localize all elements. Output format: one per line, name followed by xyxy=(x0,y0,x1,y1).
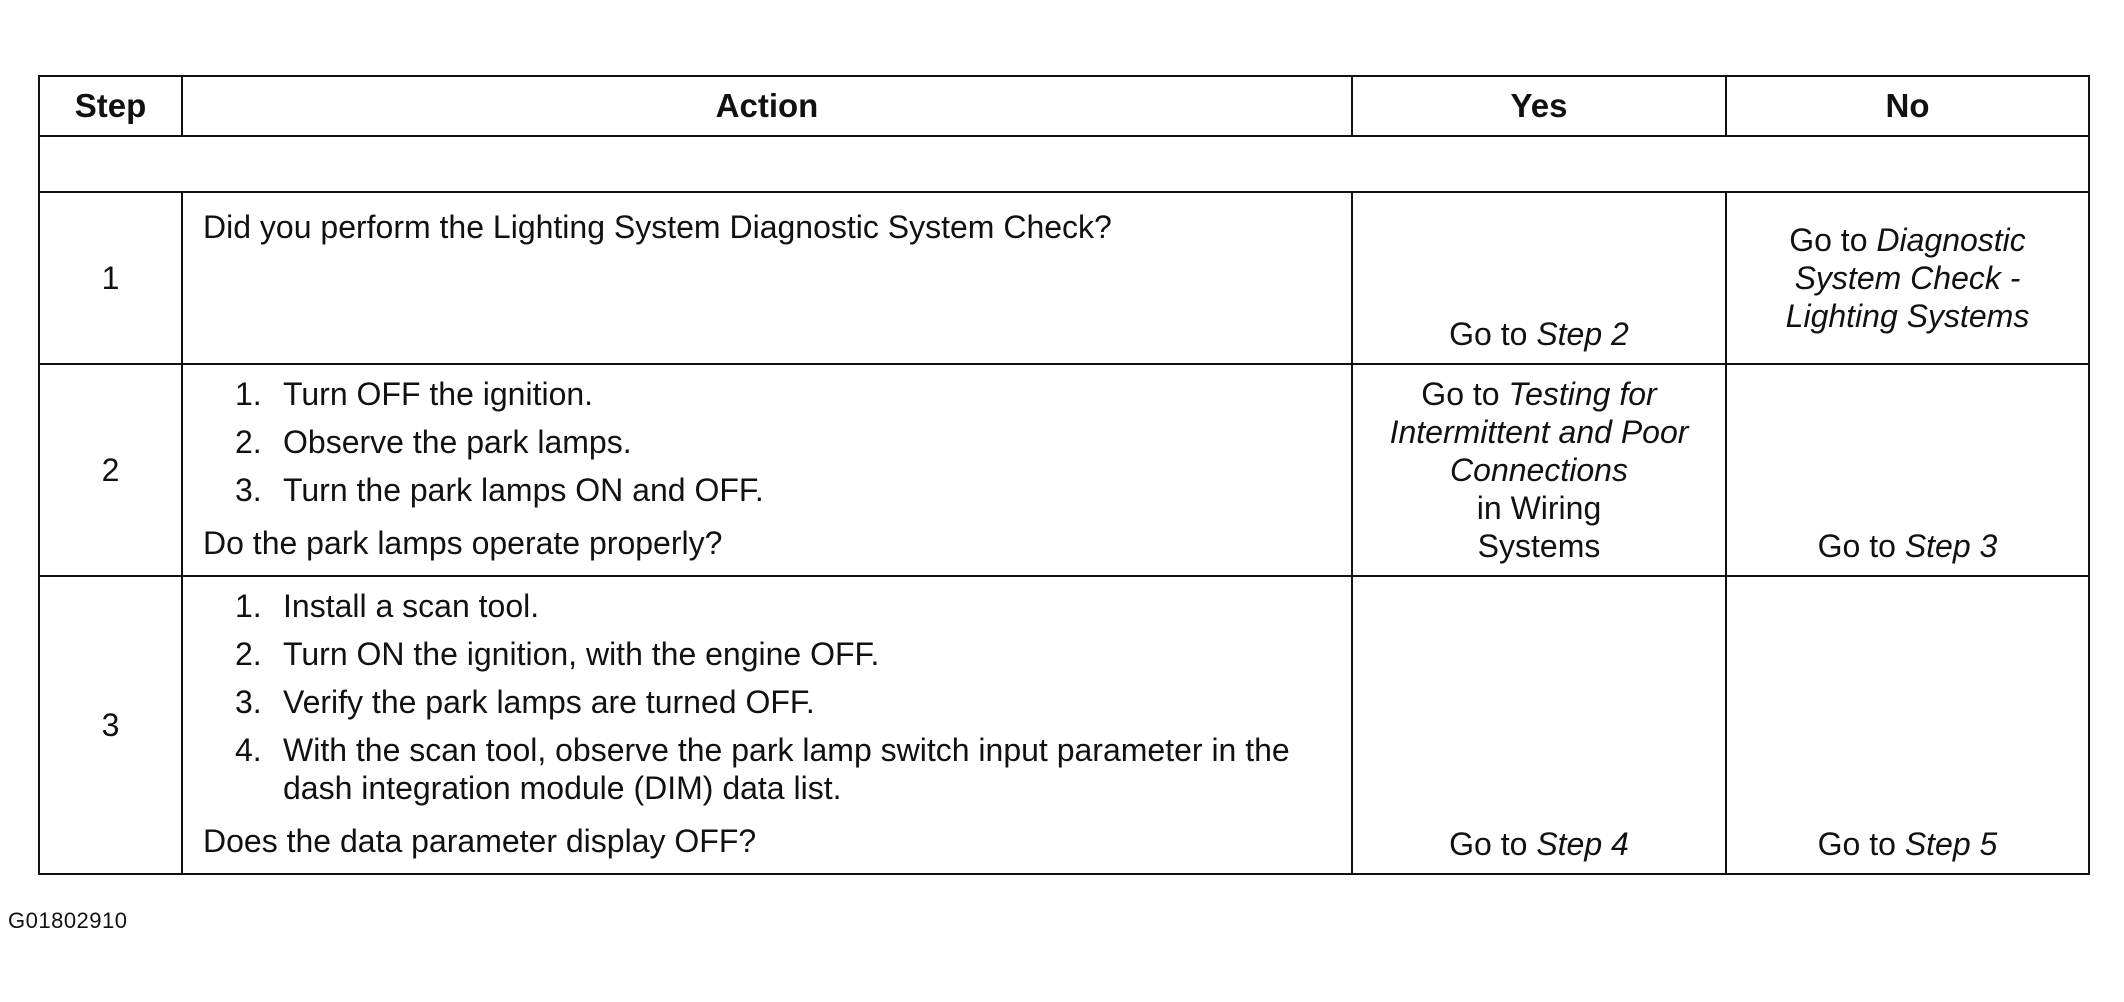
action-question: Does the data parameter display OFF? xyxy=(203,823,757,859)
table-row xyxy=(39,192,2089,364)
figure-id: G01802910 xyxy=(8,908,128,933)
action-cell xyxy=(182,192,1352,364)
yes-tail-line: Systems xyxy=(1477,528,1601,564)
item-text: Install a scan tool. xyxy=(283,588,540,624)
no-cell xyxy=(1726,364,2089,576)
item-text: Turn OFF the ignition. xyxy=(283,376,594,412)
no-prefix: Go to xyxy=(1817,826,1896,862)
step-number: 2 xyxy=(39,364,182,576)
yes-link-line[interactable]: Intermittent and Poor xyxy=(1389,414,1689,450)
item-number: 4. xyxy=(235,732,262,768)
list-item xyxy=(203,635,1339,673)
no-link-line[interactable]: Lighting Systems xyxy=(1785,298,2030,334)
header-yes: Yes xyxy=(1352,76,1726,136)
diagnostic-table xyxy=(38,75,2090,875)
no-link-line[interactable]: System Check - xyxy=(1794,260,2021,296)
item-text: Verify the park lamps are turned OFF. xyxy=(283,684,815,720)
yes-link[interactable]: Step 4 xyxy=(1536,826,1629,862)
item-text: Observe the park lamps. xyxy=(283,424,632,460)
blank-cell xyxy=(39,136,2089,192)
no-prefix: Go to xyxy=(1789,222,1868,258)
action-list xyxy=(203,375,1339,509)
no-cell xyxy=(1726,576,2089,874)
list-item xyxy=(203,471,1339,509)
action-cell xyxy=(182,576,1352,874)
yes-cell xyxy=(1352,364,1726,576)
no-link-line[interactable]: Diagnostic xyxy=(1876,222,2026,258)
item-number: 3. xyxy=(235,684,262,720)
step-number: 1 xyxy=(39,192,182,364)
no-prefix: Go to xyxy=(1817,528,1896,564)
list-item xyxy=(203,731,1339,807)
item-text: With the scan tool, observe the park lamp switch input parameter in the dash integration module (DIM) data list. xyxy=(283,732,1290,806)
list-item xyxy=(203,375,1339,413)
no-link[interactable]: Step 3 xyxy=(1904,528,1998,564)
header-step: Step xyxy=(39,76,182,136)
yes-tail-line: in Wiring xyxy=(1476,490,1602,526)
yes-cell xyxy=(1352,576,1726,874)
action-question: Do the park lamps operate properly? xyxy=(203,525,723,561)
yes-prefix: Go to xyxy=(1449,826,1528,862)
table-row xyxy=(39,576,2089,874)
yes-link[interactable]: Step 2 xyxy=(1536,316,1629,352)
item-text: Turn the park lamps ON and OFF. xyxy=(283,472,764,508)
item-number: 3. xyxy=(235,472,262,508)
list-item xyxy=(203,587,1339,625)
yes-cell xyxy=(1352,192,1726,364)
action-cell xyxy=(182,364,1352,576)
item-number: 1. xyxy=(235,376,262,412)
step-number: 3 xyxy=(39,576,182,874)
item-number: 2. xyxy=(235,424,262,460)
item-text: Turn ON the ignition, with the engine OFF. xyxy=(283,636,880,672)
yes-link-line[interactable]: Testing for xyxy=(1508,376,1657,412)
item-number: 1. xyxy=(235,588,262,624)
table-row xyxy=(39,364,2089,576)
header-row xyxy=(39,76,2089,136)
header-action: Action xyxy=(182,76,1352,136)
yes-link-line[interactable]: Connections xyxy=(1450,452,1628,488)
list-item xyxy=(203,423,1339,461)
yes-prefix: Go to xyxy=(1449,316,1528,352)
yes-prefix: Go to xyxy=(1421,376,1500,412)
action-question: Did you perform the Lighting System Diagnostic System Check? xyxy=(203,209,1112,245)
item-number: 2. xyxy=(235,636,262,672)
no-cell xyxy=(1726,192,2089,364)
header-no: No xyxy=(1726,76,2089,136)
blank-row xyxy=(39,136,2089,192)
action-list xyxy=(203,587,1339,807)
list-item xyxy=(203,683,1339,721)
no-link[interactable]: Step 5 xyxy=(1904,826,1998,862)
